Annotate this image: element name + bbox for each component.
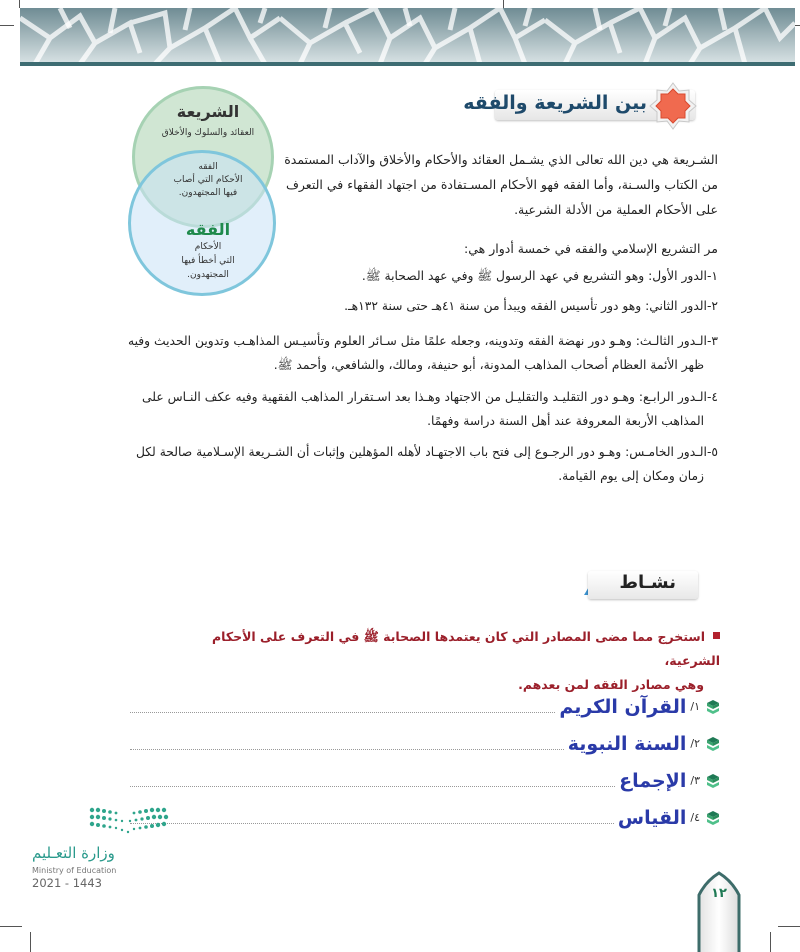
stages-intro: مر التشريع الإسلامي والفقه في خمسة أدوار هي: bbox=[464, 241, 718, 256]
edition-year: 2021 - 1443 bbox=[32, 876, 102, 890]
green-gem-icon bbox=[706, 773, 720, 789]
stage-text-continued: ظهر الأئمة العظام أصحاب المذاهب المدونة، أبو حنيفة، ومالك، والشافعي، وأحمد ﷺ. bbox=[273, 358, 704, 372]
crop-mark bbox=[503, 0, 504, 8]
overlap-line-2: الأحكام التي أصاب bbox=[173, 175, 243, 185]
stage-item bbox=[118, 385, 718, 433]
activity-task bbox=[160, 625, 720, 697]
dotted-answer-line bbox=[130, 823, 614, 824]
stage-item bbox=[118, 440, 718, 488]
stage-item bbox=[118, 294, 718, 318]
fiqh-line-3: المجتهدون. bbox=[187, 270, 229, 280]
crop-mark bbox=[19, 0, 20, 8]
answer-text[interactable]: القياس bbox=[617, 806, 687, 829]
overlap-line-1: الفقه bbox=[198, 162, 218, 172]
crop-mark bbox=[770, 932, 771, 952]
sharia-description: العقائد والسلوك والأخلاق bbox=[161, 128, 255, 138]
stage-text: ٢-الدور الثاني: وهو دور تأسيس الفقه ويبدأ من سنة ٤١هـ حتى سنة ١٣٢هـ. bbox=[344, 299, 718, 313]
crop-mark bbox=[778, 926, 800, 927]
green-gem-icon bbox=[706, 810, 720, 826]
dotted-answer-line bbox=[130, 786, 615, 787]
answer-number: ١/ bbox=[690, 700, 700, 713]
crop-mark bbox=[30, 932, 31, 952]
green-gem-icon bbox=[706, 699, 720, 715]
answer-text[interactable]: الإجماع bbox=[619, 769, 687, 792]
stage-item bbox=[118, 264, 718, 288]
section-title: بين الشريعة والفقه bbox=[463, 92, 647, 114]
green-gem-icon bbox=[706, 736, 720, 752]
banner-divider bbox=[20, 62, 795, 66]
answer-number: ٣/ bbox=[690, 774, 700, 787]
fiqh-line-2: التي أخطأ فيها bbox=[181, 256, 235, 266]
page-number-tab-icon bbox=[696, 871, 742, 952]
intro-paragraph: الشـريعة هي دين الله تعالى الذي يشـمل العقائد والأحكام والأخلاق والآداب المستمدة من الكتاب والسـنة، وأما الفقه فهو الأحكام المسـتفادة من اجتهاد الفقهاء في التعرف على الأحكام العملية من الأدلة الشرعية. bbox=[284, 152, 718, 217]
answer-item bbox=[130, 799, 720, 836]
octagram-star-icon bbox=[648, 82, 698, 130]
ministry-logo bbox=[30, 800, 190, 895]
task-text-continued: وهي مصادر الفقه لمن بعدهم. bbox=[518, 677, 704, 692]
answer-item bbox=[130, 725, 720, 762]
answer-number: ٢/ bbox=[690, 737, 700, 750]
stage-item bbox=[118, 329, 718, 377]
overlap-line-3: فيها المجتهدون. bbox=[178, 188, 238, 198]
ministry-name-arabic: وزارة التعـليم bbox=[32, 844, 115, 862]
stage-text: ٥-الـدور الخامـس: وهـو دور الرجـوع إلى فتح باب الاجتهـاد لأهله المؤهلين وإثبات أن الشـريعة الإسـلامية صالحة لكل bbox=[135, 445, 718, 459]
activity-label: نشـاط bbox=[619, 572, 676, 593]
ministry-dots-logo-icon bbox=[30, 800, 190, 840]
dotted-answer-line bbox=[130, 712, 555, 713]
answer-item bbox=[130, 688, 720, 725]
answer-item bbox=[130, 762, 720, 799]
stage-text-continued: زمان ومكان إلى يوم القيامة. bbox=[558, 469, 704, 483]
geometric-pattern-icon bbox=[20, 8, 795, 64]
stage-text: ٤-الـدور الرابـع: وهـو دور التقليـد والتقليـل من الاجتهاد وهـذا بعد اسـتقرار المذاهب الفقهية وفيه عكف النـاس على bbox=[142, 390, 718, 404]
answer-text[interactable]: القرآن الكريم bbox=[559, 695, 687, 718]
ministry-name-english: Ministry of Education bbox=[32, 866, 117, 875]
fiqh-line-1: الأحكام bbox=[194, 242, 222, 252]
sharia-title: الشريعة bbox=[176, 102, 240, 121]
stage-text-continued: المذاهب الأربعة المعروفة عند أهل السنة دراسة وفهمًا. bbox=[427, 414, 704, 428]
answer-text[interactable]: السنة النبوية bbox=[567, 732, 687, 755]
dotted-answer-line bbox=[130, 749, 564, 750]
page-number: ١٢ bbox=[711, 886, 727, 901]
answer-list bbox=[130, 688, 720, 836]
header-banner bbox=[20, 8, 795, 64]
task-text: استخرج مما مضى المصادر التي كان يعتمدها الصحابة ﷺ في التعرف على الأحكام الشرعية، bbox=[211, 629, 720, 668]
answer-number: ٤/ bbox=[690, 811, 700, 824]
stage-text: ٣-الـدور الثالـث: وهـو دور نهضة الفقه وتدوينه، وجعله علمًا مثل سـائر العلوم وتأسيـس المذاهـب وتدوين الحديث وفيه bbox=[127, 334, 718, 348]
square-bullet-icon bbox=[713, 632, 720, 639]
crop-mark bbox=[0, 25, 14, 26]
stage-text: ١-الدور الأول: وهو التشريع في عهد الرسول ﷺ وفي عهد الصحابة ﷺ. bbox=[361, 269, 718, 283]
fiqh-title: الفقه bbox=[185, 220, 231, 239]
activity-header bbox=[588, 571, 698, 599]
crop-mark bbox=[0, 926, 22, 927]
